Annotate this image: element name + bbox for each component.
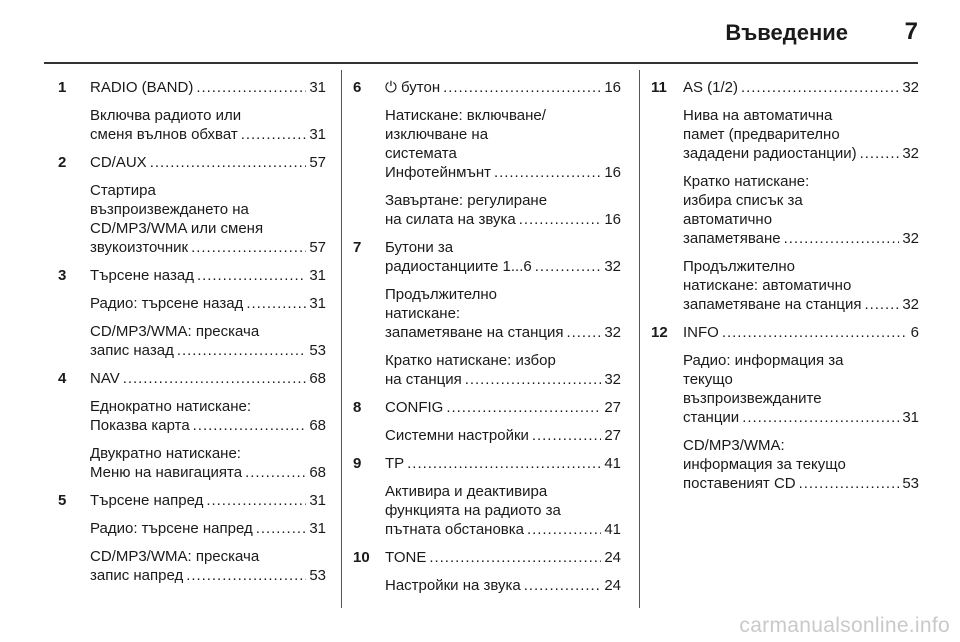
toc-line <box>683 323 919 342</box>
page-ref: 57 <box>309 239 326 256</box>
toc-subentry <box>90 397 326 435</box>
toc-text: на силата на звука <box>385 211 516 228</box>
toc-text: сменя вълнов обхват <box>90 126 238 143</box>
toc-entry <box>353 454 621 539</box>
page-ref: 53 <box>902 475 919 492</box>
toc-line <box>385 576 621 595</box>
page-ref: 32 <box>604 258 621 275</box>
toc-entry <box>58 266 326 360</box>
toc-text: CD/MP3/WMA или сменя <box>90 220 264 237</box>
leader-dots <box>566 323 601 342</box>
toc-line <box>683 295 919 314</box>
toc-text: възпроизвеждането на <box>90 201 249 218</box>
page-ref: 16 <box>604 79 621 96</box>
toc-text: CD/MP3/WMA: прескача <box>90 548 260 565</box>
toc-line <box>385 520 621 539</box>
leader-dots <box>246 294 306 313</box>
toc-subentry <box>385 191 621 229</box>
entry-number: 11 <box>651 79 667 96</box>
toc-text: Нива на автоматична <box>683 107 833 124</box>
entry-number: 12 <box>651 324 668 341</box>
toc-entry <box>651 78 919 314</box>
toc-entry <box>353 78 621 229</box>
entry-number: 5 <box>58 492 67 509</box>
column-3 <box>651 78 919 493</box>
toc-line <box>683 78 919 97</box>
toc-subentry <box>90 294 326 313</box>
leader-dots <box>742 408 899 427</box>
column-divider <box>341 70 342 608</box>
toc-text: избира списък за <box>683 192 803 209</box>
page-ref: 68 <box>309 464 326 481</box>
toc-text: Бутони за <box>385 239 454 256</box>
toc-text: информация за текущо <box>683 456 846 473</box>
toc-text: TONE <box>385 549 427 566</box>
page-ref: 6 <box>910 324 919 341</box>
toc-line <box>90 78 326 97</box>
watermark: carmanualsonline.info <box>739 614 950 637</box>
toc-entry <box>58 153 326 257</box>
toc-text: запаметяване на станция <box>385 324 564 341</box>
entry-number: 4 <box>58 370 67 387</box>
leader-dots <box>535 257 602 276</box>
leader-dots <box>197 266 306 285</box>
leader-dots <box>864 295 899 314</box>
toc-text: запис напред <box>90 567 184 584</box>
page-ref: 31 <box>309 295 326 312</box>
toc-text: функцията на радиото за <box>385 502 561 519</box>
toc-text: Кратко натискане: избор <box>385 352 556 369</box>
page-ref: 31 <box>309 520 326 537</box>
toc-line <box>385 454 621 473</box>
toc-text: Продължително <box>683 258 796 275</box>
page-header <box>44 14 918 54</box>
page-title: Въведение <box>725 20 848 45</box>
toc-text: поставеният CD <box>683 475 796 492</box>
toc-entry <box>58 491 326 585</box>
toc-text: INFO <box>683 324 719 341</box>
toc-subentry <box>385 285 621 342</box>
page-ref: 31 <box>309 126 326 143</box>
leader-dots <box>193 416 307 435</box>
leader-dots <box>722 323 908 342</box>
toc-text: радиостанциите 1...6 <box>385 258 532 275</box>
toc-text: автоматично <box>683 211 773 228</box>
toc-text: системата <box>385 145 457 162</box>
leader-dots <box>446 398 601 417</box>
leader-dots <box>524 576 602 595</box>
toc-text: Продължително <box>385 286 498 303</box>
toc-text: Радио: информация за <box>683 352 844 369</box>
toc-text: възпроизвежданите <box>683 390 822 407</box>
page-ref: 68 <box>309 370 326 387</box>
toc-text: памет (предварително <box>683 126 840 143</box>
page-ref: 31 <box>309 79 326 96</box>
toc-text: пътната обстановка <box>385 521 525 538</box>
toc-text: CD/MP3/WMA: прескача <box>90 323 260 340</box>
toc-line <box>683 408 919 427</box>
column-2 <box>353 78 621 595</box>
page-ref: 32 <box>604 324 621 341</box>
page-ref: 24 <box>604 549 621 566</box>
toc-subentry <box>385 351 621 389</box>
page-ref: 31 <box>309 492 326 509</box>
toc-line <box>683 144 919 163</box>
toc-line <box>683 229 919 248</box>
toc-line <box>385 210 621 229</box>
leader-dots <box>241 125 307 144</box>
toc-subentry <box>385 106 621 182</box>
toc-subentry <box>90 547 326 585</box>
entry-number: 1 <box>58 79 67 96</box>
toc-text: Меню на навигацията <box>90 464 243 481</box>
toc-text: Показва карта <box>90 417 190 434</box>
page-ref: 32 <box>902 79 919 96</box>
toc-text: CD/MP3/WMA: <box>683 437 785 454</box>
page-ref: 31 <box>902 409 919 426</box>
page-ref: 31 <box>309 267 326 284</box>
toc-text: Еднократно натискане: <box>90 398 252 415</box>
leader-dots <box>191 238 306 257</box>
entry-number: 8 <box>353 399 362 416</box>
toc-line <box>90 341 326 360</box>
toc-line <box>90 491 326 510</box>
leader-dots <box>256 519 307 538</box>
toc-line <box>385 78 621 97</box>
toc-text: запаметяване <box>683 230 781 247</box>
toc-line <box>90 463 326 482</box>
toc-subentry <box>683 106 919 163</box>
toc-text: NAV <box>90 370 120 387</box>
toc-text: на станция <box>385 371 462 388</box>
page-ref: 27 <box>604 399 621 416</box>
toc-text: Системни настройки <box>385 427 529 444</box>
toc-subentry <box>683 257 919 314</box>
leader-dots <box>429 548 601 567</box>
toc-line <box>90 238 326 257</box>
page-ref: 53 <box>309 342 326 359</box>
toc-subentry <box>385 576 621 595</box>
toc-text: Търсене назад <box>90 267 194 284</box>
toc-text: CD/AUX <box>90 154 147 171</box>
toc-text: Стартира <box>90 182 156 199</box>
page-ref: 32 <box>604 371 621 388</box>
page-ref: 32 <box>902 145 919 162</box>
leader-dots <box>784 229 900 248</box>
toc-line <box>90 369 326 388</box>
toc-text: Радио: търсене напред <box>90 520 253 537</box>
leader-dots <box>741 78 899 97</box>
toc-subentry <box>385 426 621 445</box>
toc-line <box>385 163 621 182</box>
leader-dots <box>527 520 601 539</box>
toc-text: CONFIG <box>385 399 444 416</box>
toc-text: изключване на <box>385 126 489 143</box>
toc-entry <box>651 323 919 493</box>
toc-subentry <box>90 106 326 144</box>
page-number: 7 <box>904 18 918 45</box>
page-ref: 32 <box>902 296 919 313</box>
toc-text: станции <box>683 409 740 426</box>
page-ref: 57 <box>309 154 326 171</box>
leader-dots <box>799 474 900 493</box>
toc-text: натискане: автоматично <box>683 277 852 294</box>
toc-entry <box>353 398 621 445</box>
leader-dots <box>532 426 601 445</box>
leader-dots <box>245 463 306 482</box>
toc-line <box>90 125 326 144</box>
toc-text: зададени радиостанции) <box>683 145 857 162</box>
toc-line <box>385 323 621 342</box>
toc-entry <box>58 369 326 482</box>
page-ref: 53 <box>309 567 326 584</box>
column-1 <box>58 78 326 585</box>
page-ref: 68 <box>309 417 326 434</box>
leader-dots <box>186 566 306 585</box>
toc-subentry <box>90 444 326 482</box>
toc-line <box>385 426 621 445</box>
page-ref: 41 <box>604 521 621 538</box>
toc-text: Натискане: включване/ <box>385 107 546 124</box>
page-ref: 16 <box>604 211 621 228</box>
column-divider <box>639 70 640 608</box>
header-rule <box>44 62 918 64</box>
leader-dots <box>465 370 602 389</box>
entry-number: 3 <box>58 267 67 284</box>
toc-entry <box>353 548 621 595</box>
page-ref: 41 <box>604 455 621 472</box>
entry-number: 2 <box>58 154 67 171</box>
leader-dots <box>407 454 601 473</box>
leader-dots <box>123 369 307 388</box>
toc-line <box>385 398 621 417</box>
toc-text: Завъртане: регулиране <box>385 192 548 209</box>
toc-text: текущо <box>683 371 733 388</box>
toc-text: Инфотейнмънт <box>385 164 491 181</box>
toc-text: звукоизточник <box>90 239 189 256</box>
toc-text: Включва радиото или <box>90 107 242 124</box>
toc-line <box>385 370 621 389</box>
page-ref: 27 <box>604 427 621 444</box>
toc-text: запис назад <box>90 342 174 359</box>
toc-subentry <box>90 519 326 538</box>
toc-text: Настройки на звука <box>385 577 521 594</box>
toc-line <box>385 257 621 276</box>
toc-line <box>90 566 326 585</box>
leader-dots <box>519 210 602 229</box>
toc-line <box>90 294 326 313</box>
toc-text: натискане: <box>385 305 461 322</box>
leader-dots <box>860 144 900 163</box>
toc-line <box>385 548 621 567</box>
toc-text: AS (1/2) <box>683 79 739 96</box>
entry-number: 6 <box>353 79 362 96</box>
toc-text: Двукратно натискане: <box>90 445 241 462</box>
entry-number: 9 <box>353 455 362 472</box>
entry-number: 10 <box>353 549 370 566</box>
page-ref: 24 <box>604 577 621 594</box>
toc-subentry <box>683 172 919 248</box>
toc-line <box>90 416 326 435</box>
toc-text: запаметяване на станция <box>683 296 862 313</box>
leader-dots <box>494 163 601 182</box>
toc-line <box>683 474 919 493</box>
toc-subentry <box>90 322 326 360</box>
toc-text: Кратко натискане: <box>683 173 810 190</box>
toc-line <box>90 519 326 538</box>
toc-text: RADIO (BAND) <box>90 79 194 96</box>
toc-text: TP <box>385 455 405 472</box>
leader-dots <box>177 341 306 360</box>
toc-line <box>90 266 326 285</box>
toc-text: Радио: търсене назад <box>90 295 244 312</box>
toc-entry <box>353 238 621 389</box>
toc-subentry <box>385 482 621 539</box>
toc-text: Търсене напред <box>90 492 204 509</box>
leader-dots <box>206 491 306 510</box>
leader-dots <box>150 153 307 172</box>
toc-line <box>90 153 326 172</box>
leader-dots <box>196 78 306 97</box>
entry-number: 7 <box>353 239 362 256</box>
leader-dots <box>443 78 601 97</box>
toc-subentry <box>90 181 326 257</box>
toc-subentry <box>683 351 919 427</box>
page-ref: 32 <box>902 230 919 247</box>
toc-entry <box>58 78 326 144</box>
toc-text: Активира и деактивира <box>385 483 548 500</box>
page-ref: 16 <box>604 164 621 181</box>
toc-text: ⏻ бутон <box>385 79 441 96</box>
toc-subentry <box>683 436 919 493</box>
